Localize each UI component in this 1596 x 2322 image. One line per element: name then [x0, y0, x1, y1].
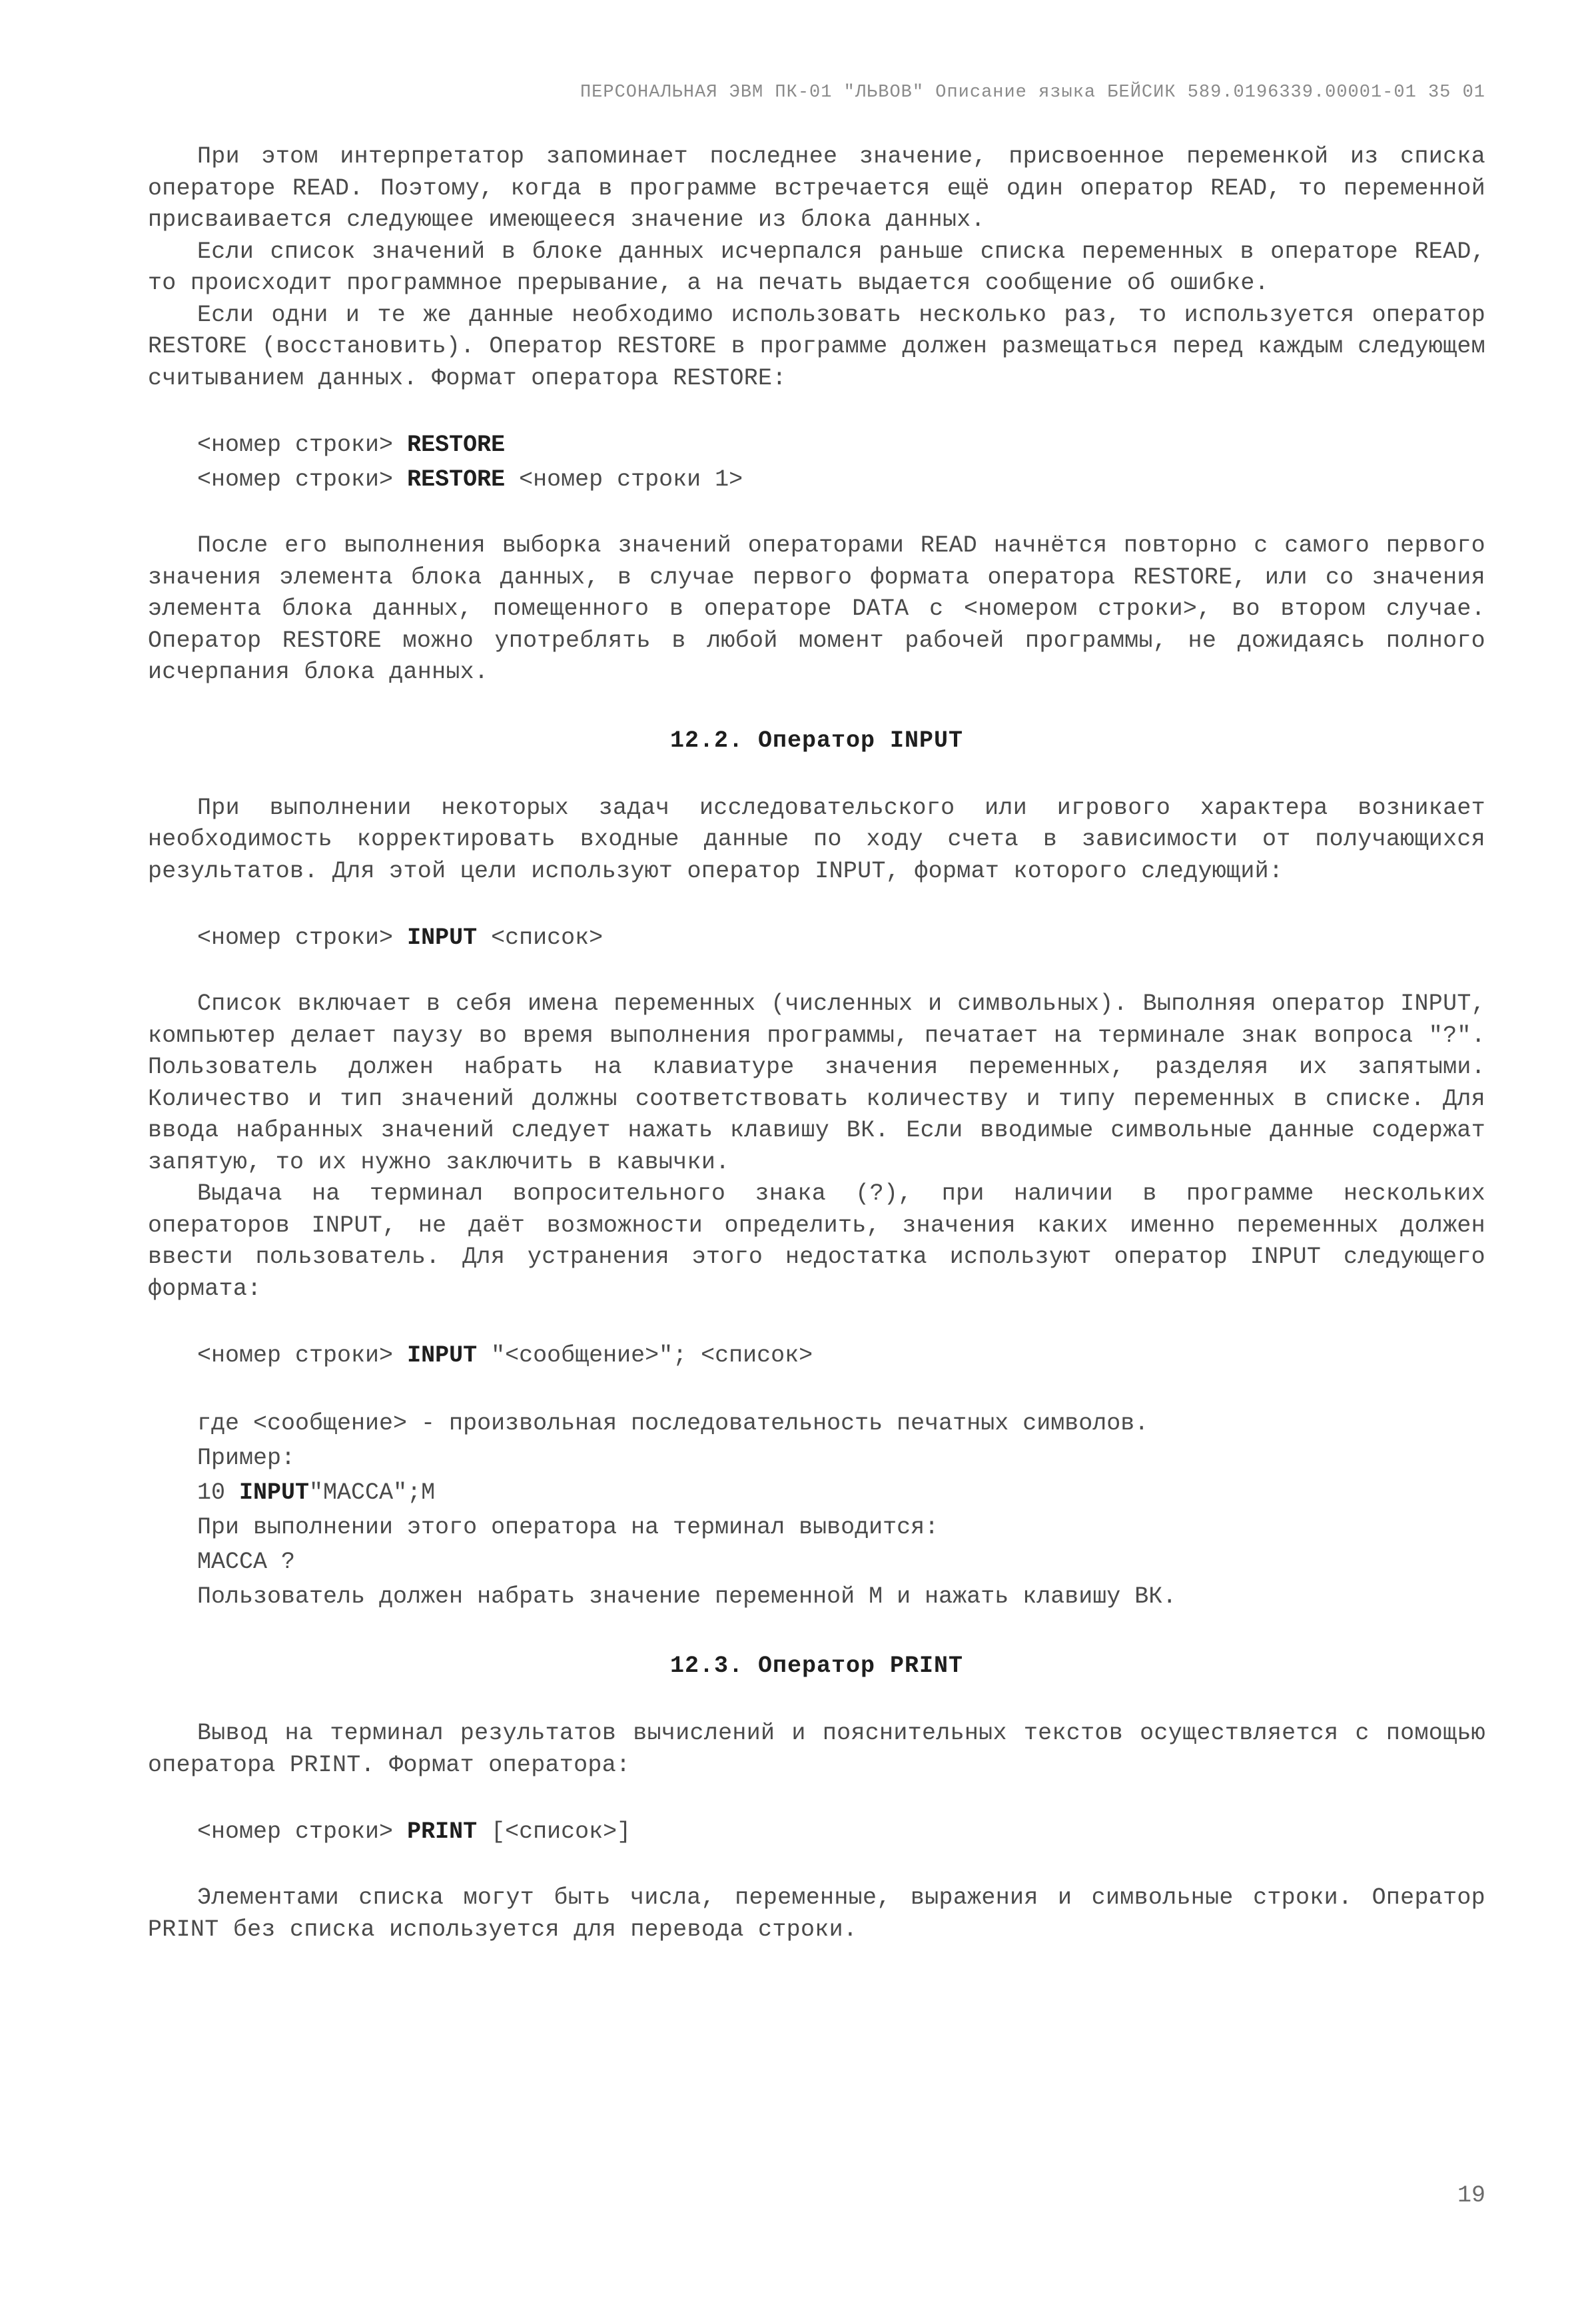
restore-format-2: <номер строки> RESTORE <номер строки 1> [197, 466, 743, 493]
paragraph-print-elements: Элементами списка могут быть числа, переменные, выражения и символьные строки. Оператор PRINT без списка используется для перевода строки. [148, 1884, 1485, 1943]
example-code: 10 INPUT"МАССА";М [197, 1479, 436, 1506]
example-user-action: Пользователь должен набрать значение переменной М и нажать клавишу ВК. [197, 1583, 1177, 1610]
input-format-2: <номер строки> INPUT "<сообщение>"; <список> [197, 1342, 813, 1369]
message-definition: где <сообщение> - произвольная последовательность печатных символов. [197, 1410, 1149, 1437]
paragraph-input-intro: При выполнении некоторых задач исследовательского или игрового характера возникает необходимость корректировать входные данные по ходу счета в зависимости от получающихся результатов. Для этой цели используют оператор INPUT, формат которого следующий: [148, 794, 1485, 885]
print-format: <номер строки> PRINT [<список>] [197, 1818, 631, 1845]
document-body [148, 141, 1485, 1946]
input-format-1: <номер строки> INPUT <список> [197, 925, 603, 951]
restore-format-1: <номер строки> RESTORE [197, 432, 506, 458]
running-header: ПЕРСОНАЛЬНАЯ ЭВМ ПК-01 "ЛЬВОВ" Описание языка БЕЙСИК 589.0196339.00001-01 35 01 [580, 83, 1485, 103]
paragraph-read-exhausted: Если список значений в блоке данных исчерпался раньше списка переменных в операторе READ, то происходит программное прерывание, а на печать выдается сообщение об ошибке. [148, 238, 1485, 296]
paragraph-input-prompt: Выдача на терминал вопросительного знака (?), при наличии в программе нескольких операторов INPUT, не даёт возможности определить, значения каких именно переменных должен ввести пользователь. Для устранения этого недостатка используют оператор INPUT следующего формата: [148, 1180, 1485, 1302]
paragraph-restore-behavior: После его выполнения выборка значений операторами READ начнётся повторно с самого первого значения элемента блока данных, в случае первого формата оператора RESTORE, или со значения элемента блока данных, помещенного в операторе DATA с <номером строки>, во втором случае. Оператор RESTORE можно употреблять в любой момент рабочей программы, не дожидаясь полного исчерпания блока данных. [148, 532, 1485, 685]
paragraph-read-memory: При этом интерпретатор запоминает последнее значение, присвоенное переменкой из списка операторе READ. Поэтому, когда в программе встречается ещё один оператор READ, то переменной присваивается следующее имеющееся значение из блока данных. [148, 143, 1485, 233]
section-heading-input: 12.2. Оператор INPUT [669, 727, 964, 754]
paragraph-restore-intro: Если одни и те же данные необходимо использовать несколько раз, то используется оператор RESTORE (восстановить). Оператор RESTORE в программе должен размещаться перед каждым следующем считыванием данных. Формат оператора RESTORE: [148, 301, 1485, 392]
example-label: Пример: [197, 1445, 296, 1471]
example-output-intro: При выполнении этого оператора на терминал выводится: [197, 1514, 939, 1541]
paragraph-print-intro: Вывод на терминал результатов вычислений и пояснительных текстов осуществляется с помощью оператора PRINT. Формат оператора: [148, 1720, 1485, 1778]
example-output: МАССА ? [197, 1549, 296, 1575]
section-heading-print: 12.3. Оператор PRINT [669, 1653, 964, 1679]
paragraph-input-list: Список включает в себя имена переменных (численных и символьных). Выполняя оператор INPUT, компьютер делает паузу во время выполнения программы, печатает на терминале знак вопроса "?". Пользователь должен набрать на клавиатуре значения переменных, разделяя их запятыми. Количество и тип значений должны соответствовать количеству и типу переменных в списке. Для ввода набранных значений следует нажать клавишу ВК. Если вводимые символьные данные содержат запятую, то их нужно заключить в кавычки. [148, 990, 1485, 1176]
page-number: 19 [1457, 2182, 1485, 2209]
